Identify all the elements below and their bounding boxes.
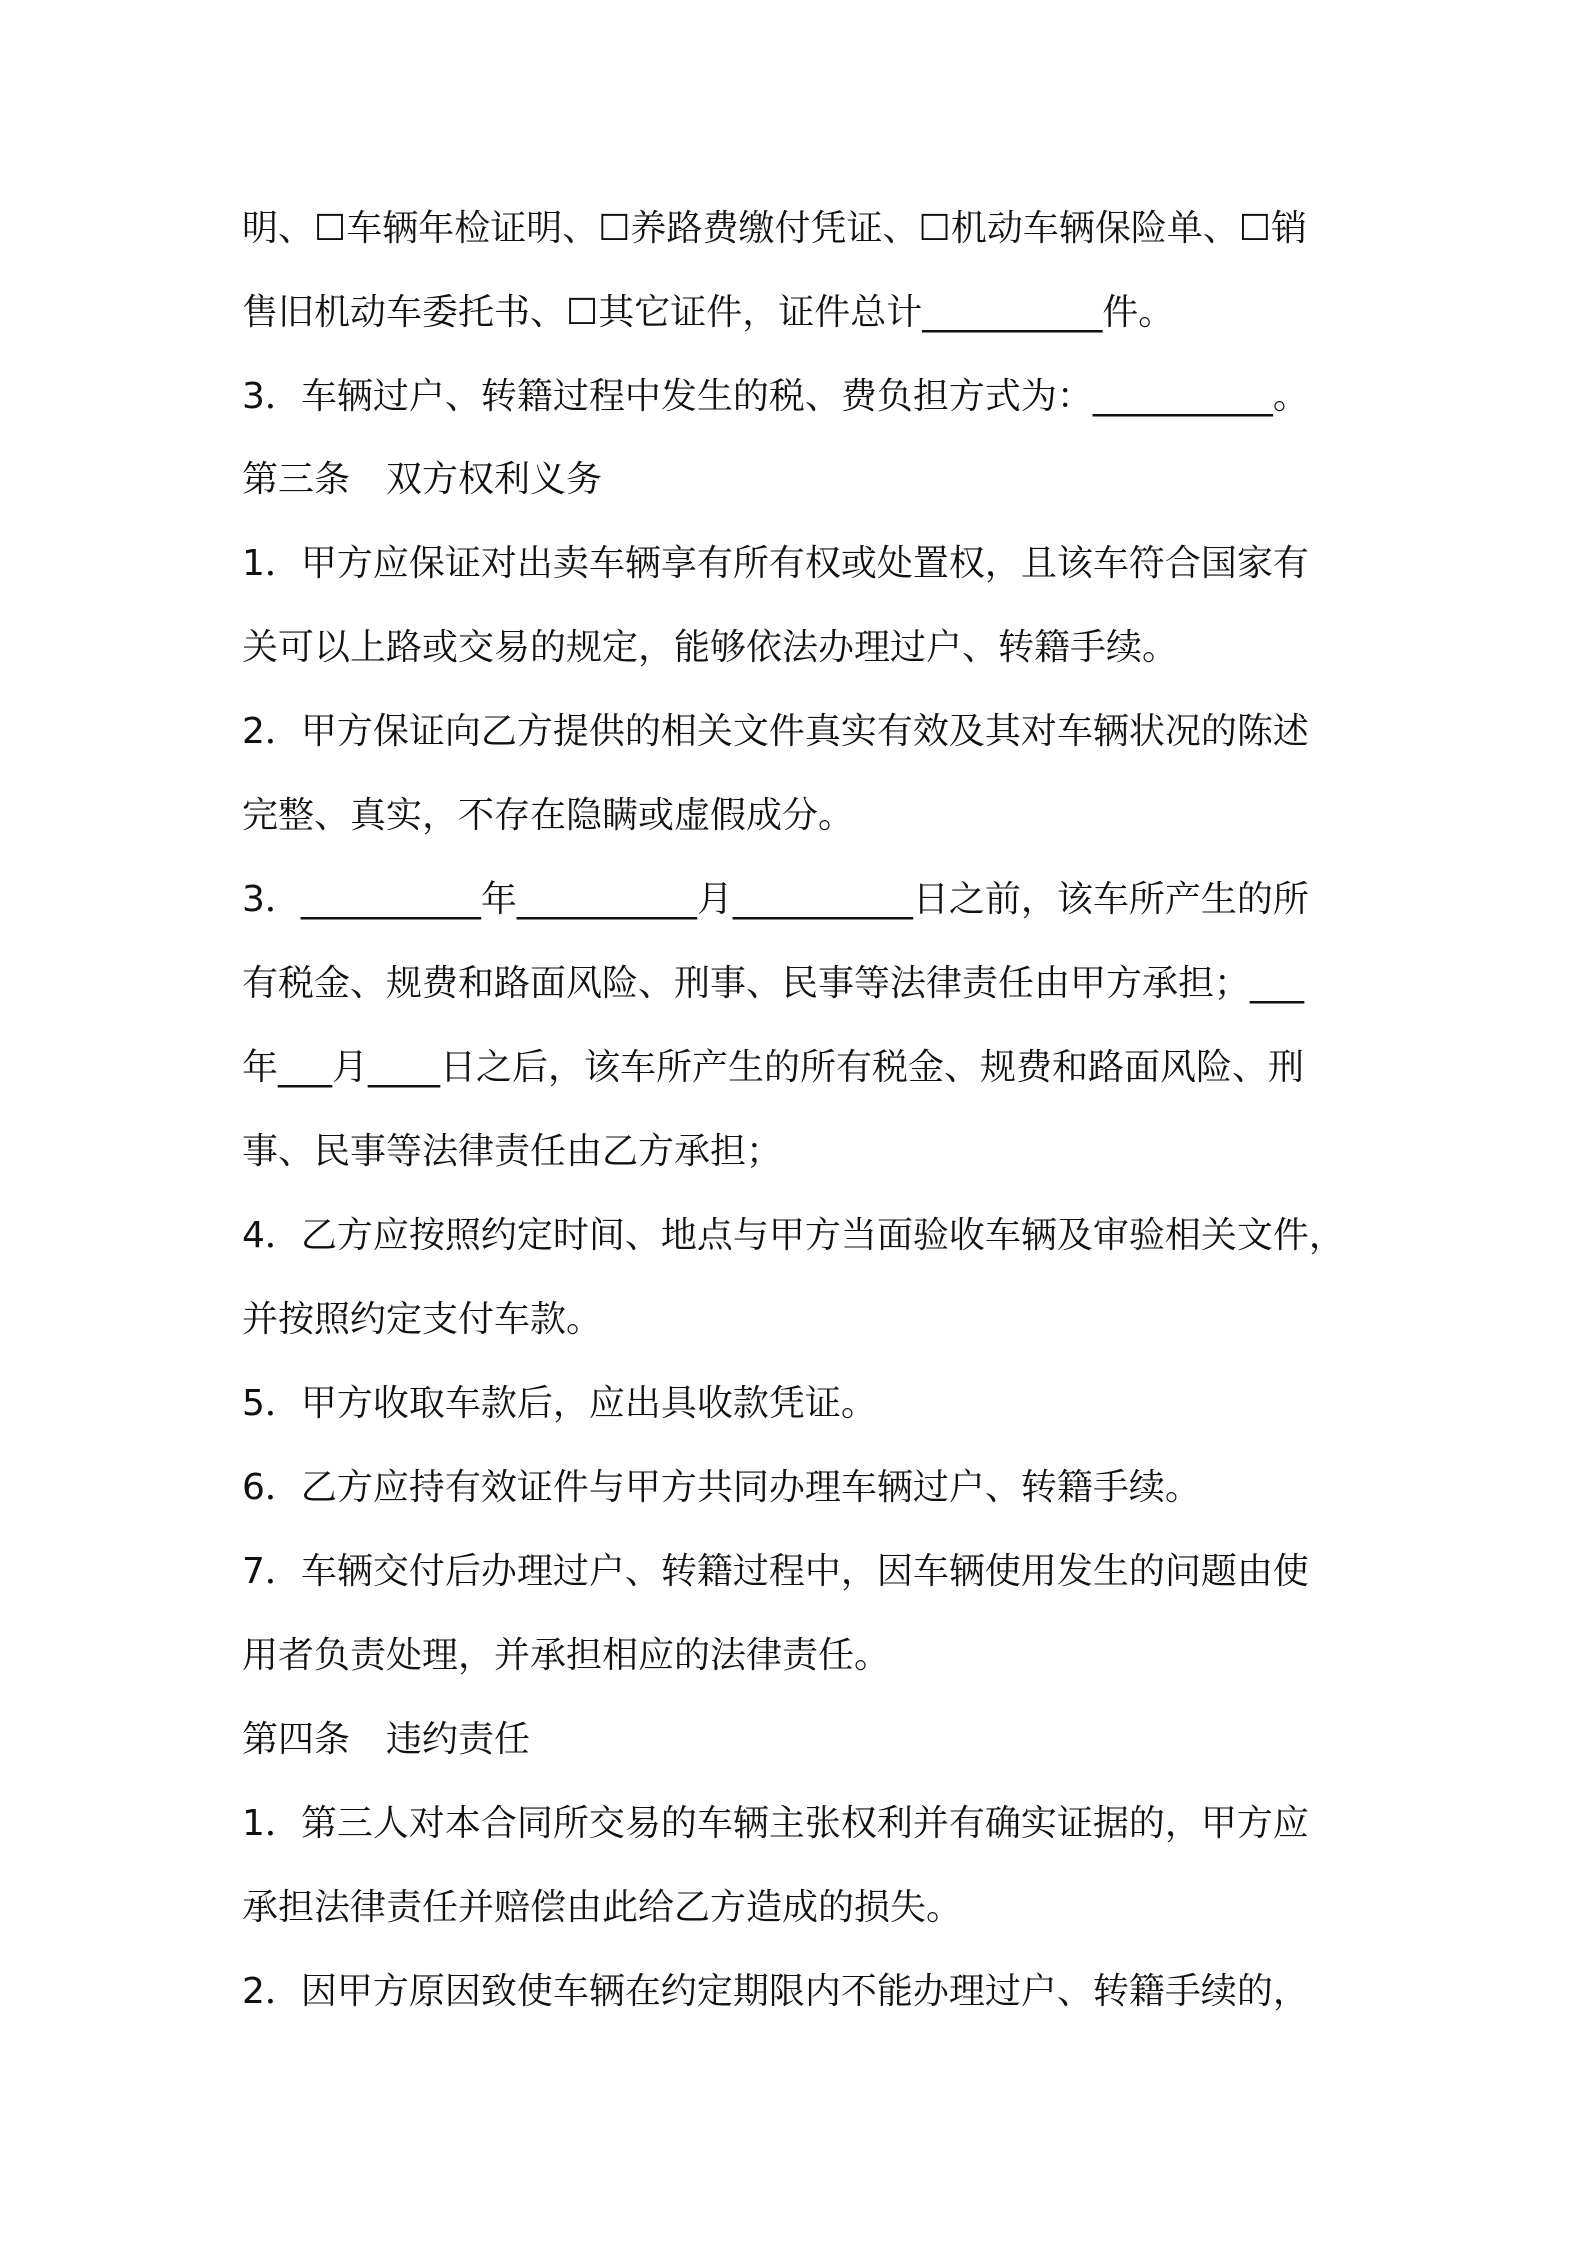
section-heading: 第四条 违约责任 xyxy=(242,1719,531,1760)
text-line: 年___月____日之后，该车所产生的所有税金、规费和路面风险、刑 xyxy=(242,1047,1305,1088)
text-line: 2．因甲方原因致使车辆在约定期限内不能办理过户、转籍手续的， xyxy=(242,1971,1309,2012)
text-line: 完整、真实，不存在隐瞒或虚假成分。 xyxy=(242,795,855,836)
text-line: 售旧机动车委托书、☐其它证件，证件总计__________件。 xyxy=(242,292,1175,333)
text-line: 明、☐车辆年检证明、☐养路费缴付凭证、☐机动车辆保险单、☐销 xyxy=(242,208,1308,249)
text-line: 6．乙方应持有效证件与甲方共同办理车辆过户、转籍手续。 xyxy=(242,1467,1201,1508)
text-line: 4．乙方应按照约定时间、地点与甲方当面验收车辆及审验相关文件， xyxy=(242,1215,1345,1256)
text-line: 承担法律责任并赔偿由此给乙方造成的损失。 xyxy=(242,1887,963,1928)
text-line: 1．甲方应保证对出卖车辆享有所有权或处置权，且该车符合国家有 xyxy=(242,543,1309,584)
text-line: 2．甲方保证向乙方提供的相关文件真实有效及其对车辆状况的陈述 xyxy=(242,711,1309,752)
text-line: 并按照约定支付车款。 xyxy=(242,1299,603,1340)
text-line: 关可以上路或交易的规定，能够依法办理过户、转籍手续。 xyxy=(242,627,1179,668)
text-line: 有税金、规费和路面风险、刑事、民事等法律责任由甲方承担；___ xyxy=(242,963,1305,1004)
text-line: 事、民事等法律责任由乙方承担； xyxy=(242,1131,783,1172)
text-line: 3．__________年__________月__________日之前，该车所产生的所 xyxy=(242,879,1309,920)
text-line: 用者负责处理，并承担相应的法律责任。 xyxy=(242,1635,891,1676)
text-line: 3．车辆过户、转籍过程中发生的税、费负担方式为：__________。 xyxy=(242,376,1309,417)
section-heading: 第三条 双方权利义务 xyxy=(242,459,603,500)
text-line: 5．甲方收取车款后，应出具收款凭证。 xyxy=(242,1383,877,1424)
text-line: 7．车辆交付后办理过户、转籍过程中，因车辆使用发生的问题由使 xyxy=(242,1551,1309,1592)
text-line: 1．第三人对本合同所交易的车辆主张权利并有确实证据的，甲方应 xyxy=(242,1803,1309,1844)
